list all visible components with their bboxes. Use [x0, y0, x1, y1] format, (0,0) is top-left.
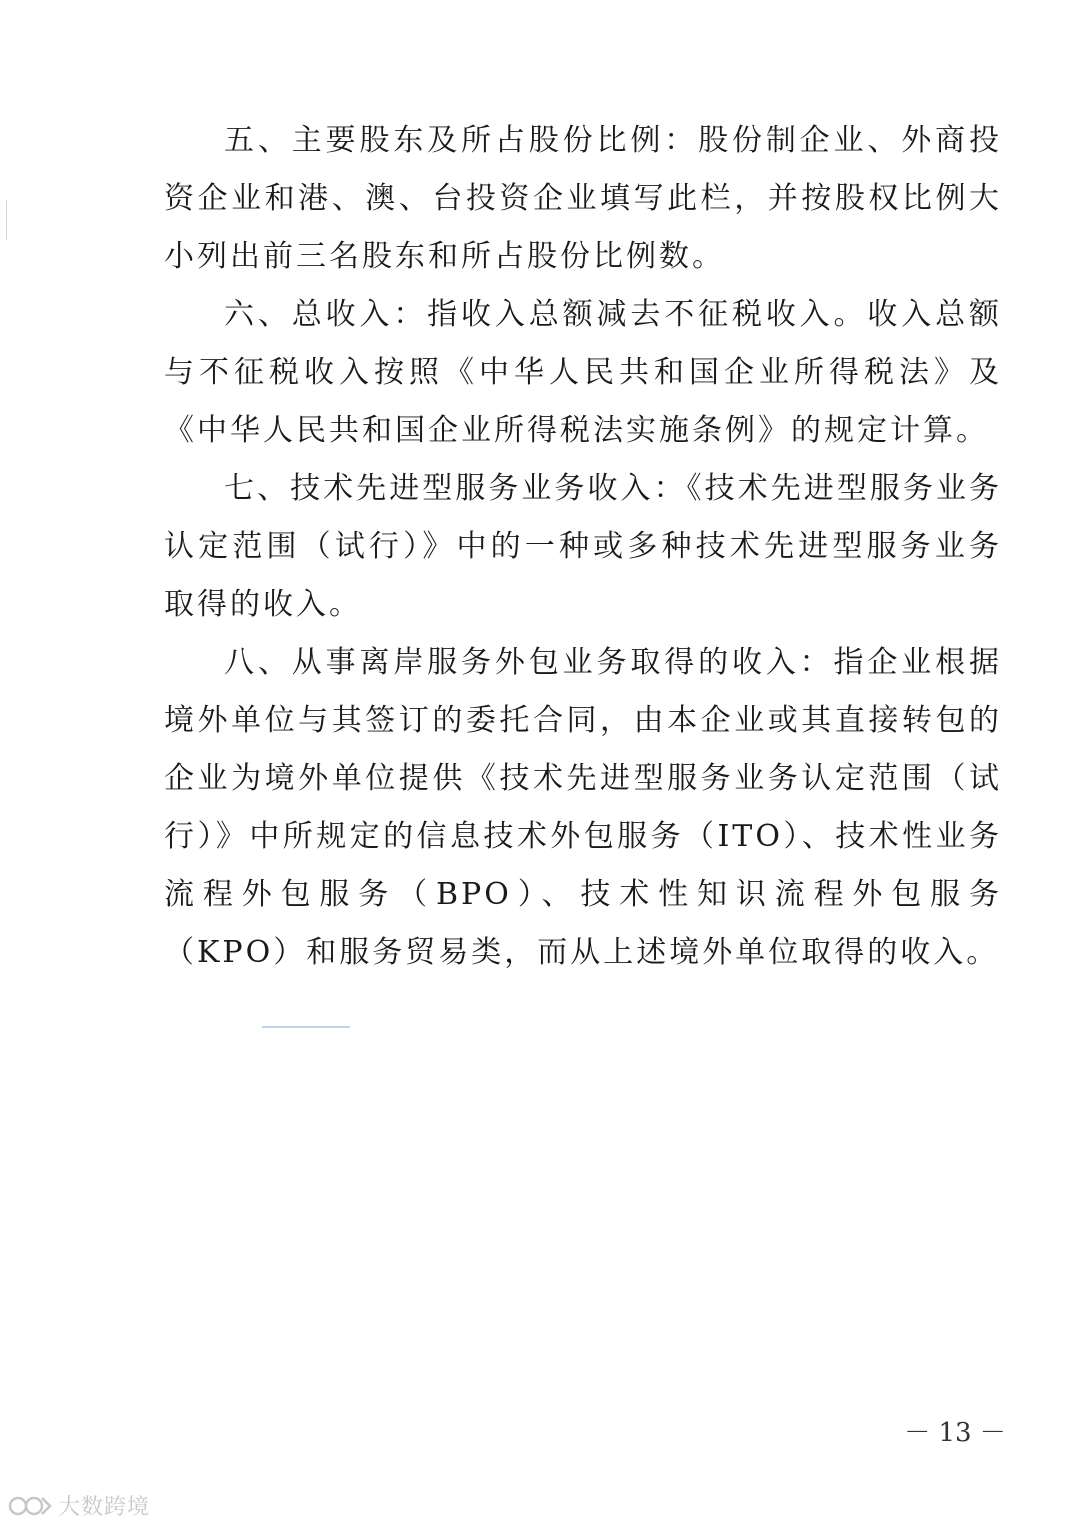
paragraph-advanced-service-income: 七、技术先进型服务业务收入：《技术先进型服务业务认定范围（试行）》中的一种或多种技术先进型服务业务取得的收入。 [164, 471, 1002, 622]
document-body [164, 112, 1002, 982]
scan-edge-mark [6, 200, 7, 240]
brand-logo-icon [8, 1492, 52, 1520]
paragraph-major-shareholders: 五、主要股东及所占股份比例：股份制企业、外商投资企业和港、澳、台投资企业填写此栏，并按股权比例大小列出前三名股东和所占股份比例数。 [164, 123, 1002, 274]
paragraph-total-income: 六、总收入：指收入总额减去不征税收入。收入总额与不征税收入按照《中华人民共和国企业所得税法》及《中华人民共和国企业所得税法实施条例》的规定计算。 [164, 297, 1002, 448]
blue-line-mark [262, 1026, 350, 1028]
paragraph-offshore-outsourcing-income: 八、从事离岸服务外包业务取得的收入：指企业根据境外单位与其签订的委托合同，由本企业或其直接转包的企业为境外单位提供《技术先进型服务业务认定范围（试行）》中所规定的信息技术外包服务（ITO）、技术性业务流程外包服务（BPO）、技术性知识流程外包服务（KPO）和服务贸易类，而从上述境外单位取得的收入。 [164, 645, 1002, 970]
watermark [8, 1490, 150, 1521]
watermark-text: 大数跨境 [58, 1495, 151, 1520]
page-number: － 13 － [904, 1418, 1006, 1448]
